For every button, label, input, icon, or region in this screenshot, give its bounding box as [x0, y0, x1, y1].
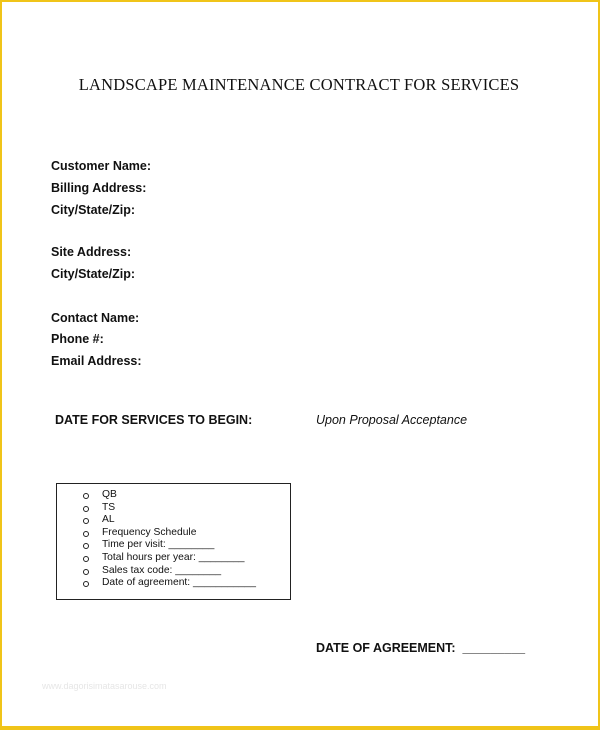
checklist-item-text: AL: [102, 514, 115, 526]
circle-bullet-icon: [83, 543, 89, 549]
circle-bullet-icon: [83, 556, 89, 562]
date-of-agreement: [316, 641, 525, 655]
contact-name-label: Contact Name:: [51, 311, 140, 325]
customer-name-label: Customer Name:: [51, 159, 152, 173]
checklist-item: [83, 489, 256, 502]
billing-city-state-zip-label: City/State/Zip:: [51, 203, 136, 217]
document-page: [2, 2, 598, 726]
date-of-agreement-label: DATE OF AGREEMENT:: [316, 641, 456, 655]
circle-bullet-icon: [83, 581, 89, 587]
phone-label: Phone #:: [51, 332, 104, 346]
checklist-item: [83, 539, 256, 552]
document-title: LANDSCAPE MAINTENANCE CONTRACT FOR SERVICES: [78, 75, 520, 94]
checklist-item-text: QB: [102, 489, 117, 500]
checklist-item-text: Date of agreement: ___________: [102, 577, 257, 589]
circle-bullet-icon: [83, 531, 89, 537]
site-address-label: Site Address:: [51, 245, 132, 259]
checklist-item-text: Frequency Schedule: [102, 526, 197, 538]
billing-address-label: Billing Address:: [51, 181, 147, 195]
checklist-item: [83, 527, 256, 540]
circle-bullet-icon: [83, 518, 89, 524]
checklist-box: [56, 483, 291, 600]
circle-bullet-icon: [83, 569, 89, 575]
checklist-item-text: Time per visit: ________: [102, 539, 215, 551]
checklist-item: [83, 502, 256, 515]
checklist-item: [83, 552, 256, 565]
checklist-item: [83, 514, 256, 527]
site-city-state-zip-label: City/State/Zip:: [51, 267, 136, 281]
checklist-item: [83, 577, 256, 590]
services-start-label: DATE FOR SERVICES TO BEGIN:: [55, 413, 253, 427]
email-address-label: Email Address:: [51, 354, 142, 368]
checklist-item-text: Total hours per year: ________: [102, 551, 245, 563]
checklist-item-text: TS: [102, 501, 116, 513]
circle-bullet-icon: [83, 506, 89, 512]
checklist-item: [83, 565, 256, 578]
checklist-item-text: Sales tax code: ________: [102, 564, 222, 576]
services-start-value: Upon Proposal Acceptance: [316, 413, 468, 427]
circle-bullet-icon: [83, 493, 89, 499]
watermark: www.dagorisimatasarouse.com: [42, 681, 167, 691]
checklist: [83, 489, 256, 590]
date-of-agreement-blank: _________: [462, 641, 526, 655]
